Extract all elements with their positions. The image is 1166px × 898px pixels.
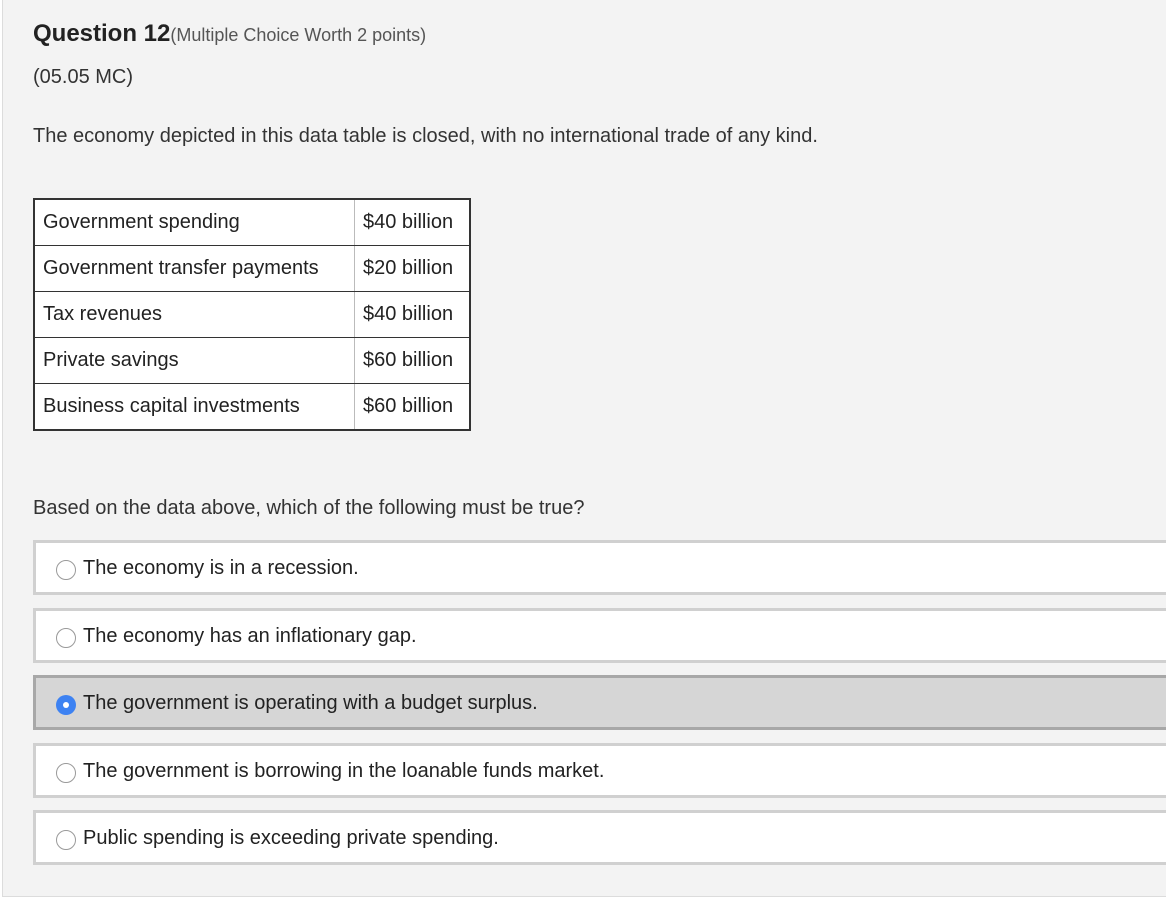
radio-button[interactable] xyxy=(56,560,76,580)
row-value: $60 billion xyxy=(355,384,471,431)
table-row xyxy=(34,338,470,384)
row-label: Business capital investments xyxy=(34,384,355,431)
radio-button-checked[interactable] xyxy=(56,695,76,715)
question-title xyxy=(33,20,426,48)
answer-option-3[interactable] xyxy=(33,675,1166,730)
row-label: Government transfer payments xyxy=(34,246,355,292)
question-prompt: Based on the data above, which of the following must be true? xyxy=(33,497,585,519)
table-row xyxy=(34,292,470,338)
option-label: Public spending is exceeding private spending. xyxy=(83,827,499,849)
radio-button[interactable] xyxy=(56,830,76,850)
option-label: The economy has an inflationary gap. xyxy=(83,625,417,647)
question-code: (05.05 MC) xyxy=(33,66,134,88)
row-value: $40 billion xyxy=(355,292,471,338)
table-row xyxy=(34,384,470,431)
option-label: The government is borrowing in the loanable funds market. xyxy=(83,760,605,782)
row-value: $40 billion xyxy=(355,199,471,246)
option-label: The government is operating with a budget surplus. xyxy=(83,692,538,714)
question-number: Question 12 xyxy=(33,20,171,47)
answer-option-4[interactable] xyxy=(33,743,1166,798)
answer-option-1[interactable] xyxy=(33,540,1166,595)
radio-button[interactable] xyxy=(56,628,76,648)
option-label: The economy is in a recession. xyxy=(83,557,359,579)
table-row xyxy=(34,246,470,292)
table-row xyxy=(34,199,470,246)
row-label: Tax revenues xyxy=(34,292,355,338)
row-value: $60 billion xyxy=(355,338,471,384)
row-label: Private savings xyxy=(34,338,355,384)
row-label: Government spending xyxy=(34,199,355,246)
question-panel xyxy=(2,0,1166,897)
radio-button[interactable] xyxy=(56,763,76,783)
question-points: (Multiple Choice Worth 2 points) xyxy=(170,25,427,45)
data-table xyxy=(33,198,471,431)
row-value: $20 billion xyxy=(355,246,471,292)
question-stem: The economy depicted in this data table is closed, with no international trade of any kind. xyxy=(33,125,818,147)
answer-option-5[interactable] xyxy=(33,810,1166,865)
answer-option-2[interactable] xyxy=(33,608,1166,663)
